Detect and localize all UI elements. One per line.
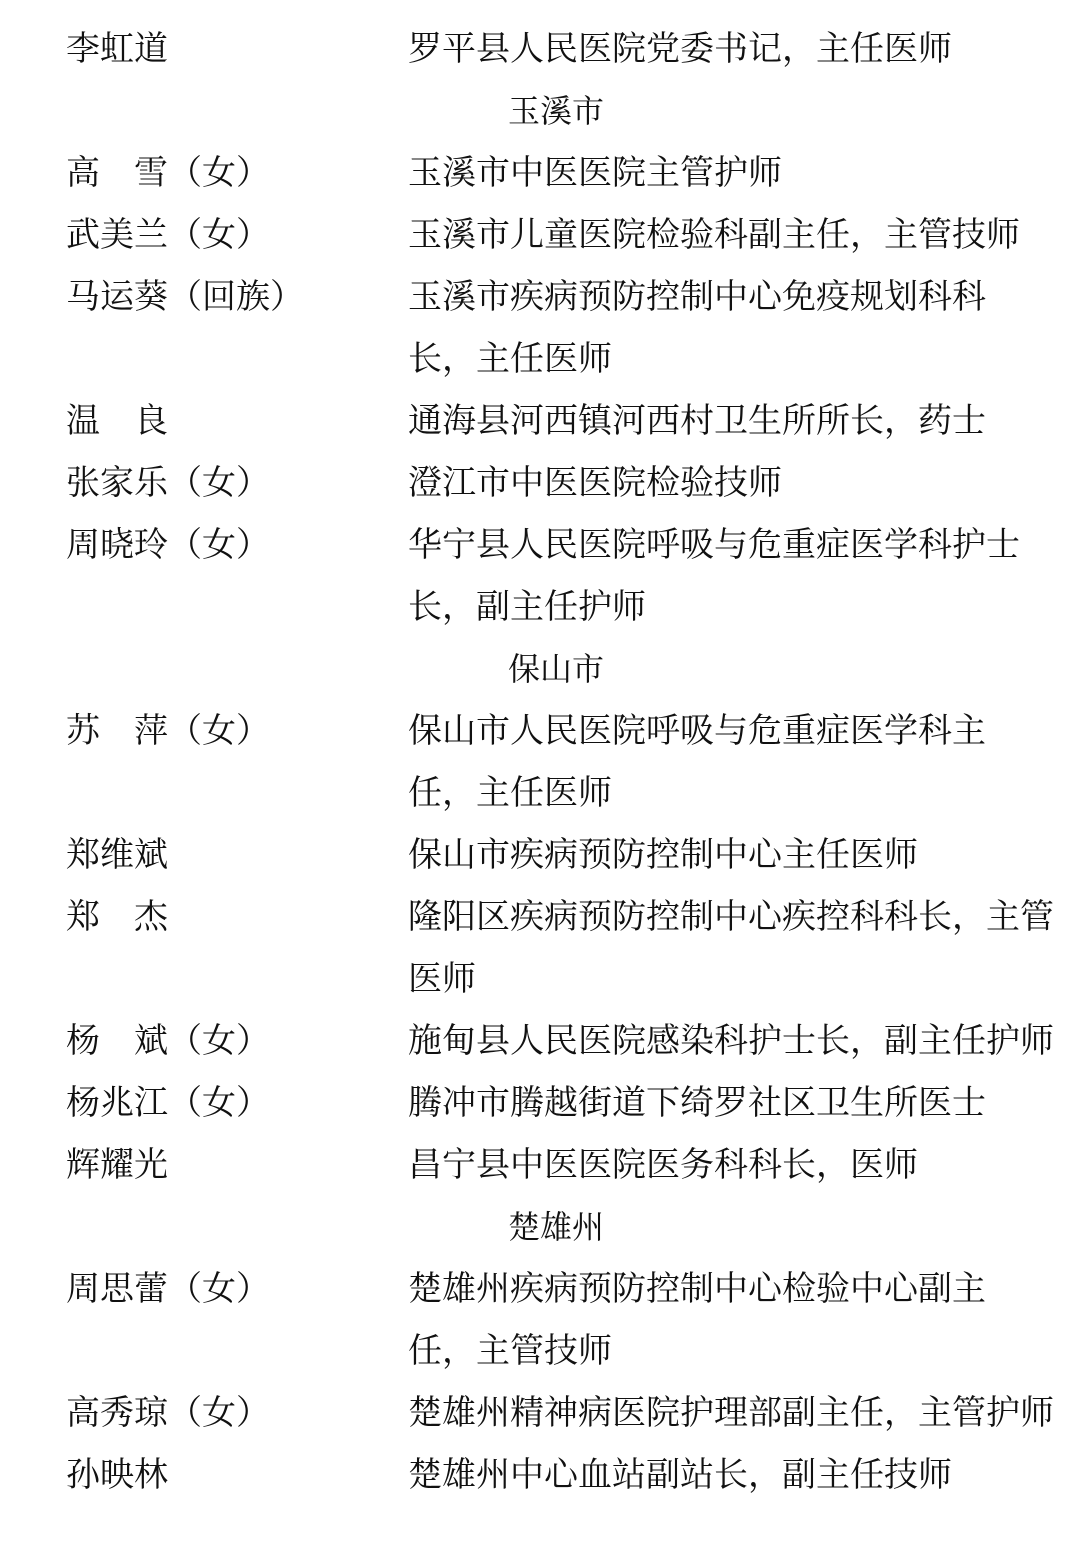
person-title: 玉溪市中医医院主管护师 xyxy=(408,153,782,193)
entry-row xyxy=(0,886,1080,948)
entry-row-continuation xyxy=(0,948,1080,1010)
entry-row xyxy=(0,824,1080,886)
person-title: 澄江市中医医院检验技师 xyxy=(408,463,782,503)
person-name: 周晓玲（女） xyxy=(66,525,270,565)
person-name: 杨兆江（女） xyxy=(66,1083,270,1123)
person-name: 郑维斌 xyxy=(66,835,168,875)
entry-row-continuation xyxy=(0,576,1080,638)
person-title: 楚雄州精神病医院护理部副主任，主管护师 xyxy=(408,1393,1054,1433)
person-title: 保山市人民医院呼吸与危重症医学科主 xyxy=(408,711,986,751)
person-name: 苏 萍（女） xyxy=(66,711,270,751)
person-name: 武美兰（女） xyxy=(66,215,270,255)
entry-row-continuation xyxy=(0,762,1080,824)
person-name: 高秀琼（女） xyxy=(66,1393,270,1433)
entry-row xyxy=(0,514,1080,576)
person-title: 玉溪市疾病预防控制中心免疫规划科科 xyxy=(408,277,986,317)
person-title: 任，主任医师 xyxy=(408,773,612,813)
person-name: 马运葵（回族） xyxy=(66,277,304,317)
person-title: 昌宁县中医医院医务科科长，医师 xyxy=(408,1145,918,1185)
entry-row xyxy=(0,390,1080,452)
person-title: 楚雄州中心血站副站长，副主任技师 xyxy=(408,1455,952,1495)
person-title: 施甸县人民医院感染科护士长，副主任护师 xyxy=(408,1021,1054,1061)
entry-row xyxy=(0,700,1080,762)
entry-row xyxy=(0,1258,1080,1320)
person-title: 长，副主任护师 xyxy=(408,587,646,627)
person-name: 周思蕾（女） xyxy=(66,1269,270,1309)
person-title: 隆阳区疾病预防控制中心疾控科科长，主管 xyxy=(408,897,1054,937)
region-heading-line xyxy=(0,638,1080,700)
person-title: 华宁县人民医院呼吸与危重症医学科护士 xyxy=(408,525,1020,565)
person-title: 任，主管技师 xyxy=(408,1331,612,1371)
entry-row xyxy=(0,1010,1080,1072)
entry-row xyxy=(0,452,1080,514)
person-name: 孙映林 xyxy=(66,1455,168,1495)
person-title: 腾冲市腾越街道下绮罗社区卫生所医士 xyxy=(408,1083,986,1123)
entry-row-continuation xyxy=(0,1320,1080,1382)
region-heading-line xyxy=(0,80,1080,142)
person-title: 医师 xyxy=(408,959,476,999)
person-title: 长，主任医师 xyxy=(408,339,612,379)
person-title: 保山市疾病预防控制中心主任医师 xyxy=(408,835,918,875)
entry-row xyxy=(0,1134,1080,1196)
person-name: 高 雪（女） xyxy=(66,153,270,193)
region-heading: 楚雄州 xyxy=(508,1208,605,1246)
person-name: 温 良 xyxy=(66,401,168,441)
region-heading-line xyxy=(0,1196,1080,1258)
person-name: 李虹道 xyxy=(66,29,168,69)
entry-row xyxy=(0,18,1080,80)
person-title: 楚雄州疾病预防控制中心检验中心副主 xyxy=(408,1269,986,1309)
person-title: 玉溪市儿童医院检验科副主任，主管技师 xyxy=(408,215,1020,255)
person-name: 辉耀光 xyxy=(66,1145,168,1185)
entry-row xyxy=(0,266,1080,328)
entry-row xyxy=(0,1444,1080,1506)
person-name: 杨 斌（女） xyxy=(66,1021,270,1061)
entry-row xyxy=(0,1072,1080,1134)
region-heading: 保山市 xyxy=(508,650,605,688)
entry-row xyxy=(0,1382,1080,1444)
entry-row xyxy=(0,204,1080,266)
entry-row-continuation xyxy=(0,328,1080,390)
entry-row xyxy=(0,142,1080,204)
region-heading: 玉溪市 xyxy=(508,92,605,130)
person-title: 罗平县人民医院党委书记，主任医师 xyxy=(408,29,952,69)
person-name: 张家乐（女） xyxy=(66,463,270,503)
person-title: 通海县河西镇河西村卫生所所长，药士 xyxy=(408,401,986,441)
person-name: 郑 杰 xyxy=(66,897,168,937)
honoree-list xyxy=(0,18,1080,1506)
